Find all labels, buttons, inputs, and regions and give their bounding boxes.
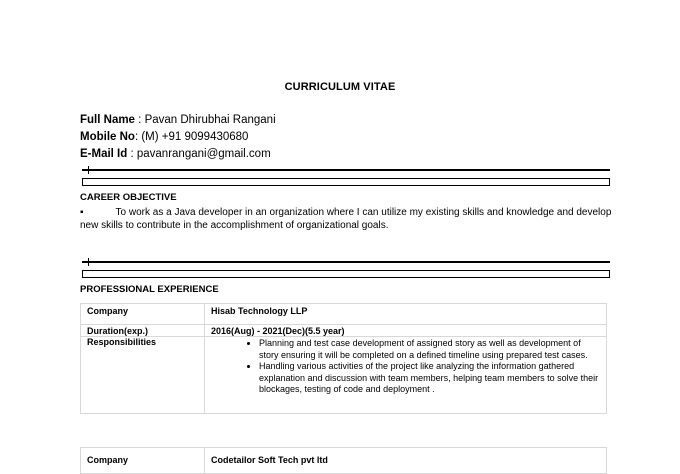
responsibilities-cell xyxy=(205,337,607,414)
table-row xyxy=(81,304,607,325)
career-objective-text-block xyxy=(80,206,615,232)
company-label: Company xyxy=(81,448,205,474)
mobile-value: (M) +91 9099430680 xyxy=(141,131,249,143)
mobile-line xyxy=(80,131,248,143)
section-divider-box xyxy=(82,270,610,278)
email-label: E-Mail Id xyxy=(80,148,128,160)
email-line xyxy=(80,148,271,160)
duration-label: Duration(exp.) xyxy=(81,325,205,337)
email-value: pavanrangani@gmail.com xyxy=(136,148,271,160)
experience-table xyxy=(80,303,607,414)
list-item: • Planning and test case development of assigned story as well as development of story ensuring it will be completed on a defined timeline using prepared test cases. xyxy=(259,338,600,361)
document-title: CURRICULUM VITAE xyxy=(284,81,396,93)
full-name-line xyxy=(80,114,276,126)
full-name-value: Pavan Dhirubhai Rangani xyxy=(144,114,276,126)
responsibilities-label: Responsibilities xyxy=(81,337,205,414)
career-objective-heading: CAREER OBJECTIVE xyxy=(80,192,177,203)
professional-experience-heading: PROFESSIONAL EXPERIENCE xyxy=(80,284,219,295)
table-row xyxy=(81,448,607,474)
company-value: Hisab Technology LLP xyxy=(205,304,607,325)
divider-tick xyxy=(88,258,89,266)
career-objective-text: To work as a Java developer in an organization where I can utilize my existing skills and knowledge and develop new skills to contribute in the accomplishment of organizational goals. xyxy=(80,207,612,231)
mobile-label: Mobile No xyxy=(80,131,135,143)
responsibilities-list xyxy=(211,338,600,396)
full-name-separator: : xyxy=(134,114,145,126)
email-separator: : xyxy=(127,148,137,160)
section-divider-box xyxy=(82,178,610,186)
mobile-separator: : xyxy=(134,131,142,143)
objective-bullet: ▪ xyxy=(80,207,84,218)
table-row xyxy=(81,337,607,414)
full-name-label: Full Name xyxy=(80,114,135,126)
table-row xyxy=(81,325,607,337)
company-label: Company xyxy=(81,304,205,325)
experience-table xyxy=(80,447,607,474)
company-value: Codetailor Soft Tech pvt ltd xyxy=(205,448,607,474)
divider-tick xyxy=(88,166,89,174)
list-item: • Handling various activities of the project like analyzing the information gathered explanation and discussion with team members, helping team members to solve their blockages, testing of code and deployment . xyxy=(259,361,600,396)
duration-value: 2016(Aug) - 2021(Dec)(5.5 year) xyxy=(205,325,607,337)
section-divider-rule xyxy=(82,261,610,263)
section-divider-rule xyxy=(82,169,610,171)
